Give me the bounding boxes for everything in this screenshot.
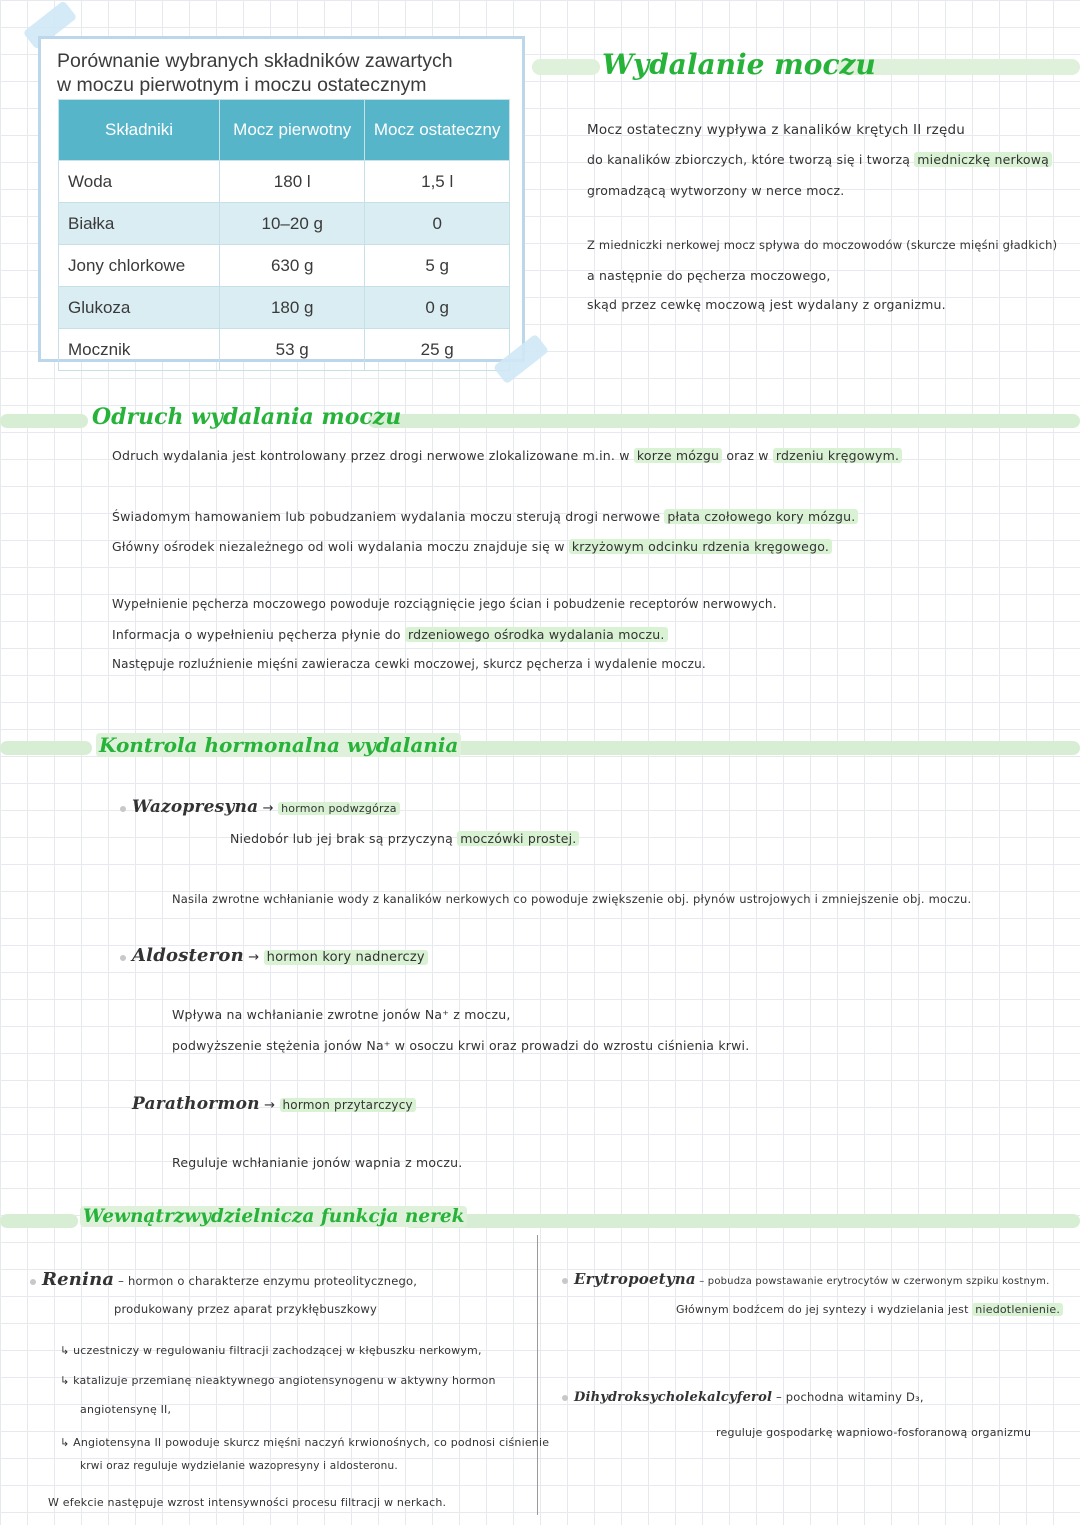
text-line: do kanalików zbiorczych, które tworzą się i tworzą miedniczkę nerkową	[587, 152, 1052, 167]
title-band	[0, 1214, 78, 1228]
cell-value: 0 g	[365, 287, 510, 329]
text-line: podwyższenie stężenia jonów Na⁺ w osoczu krwi oraz prowadzi do wzrostu ciśnienia krwi.	[172, 1038, 750, 1053]
section-title-wydalanie: Wydalanie moczu	[602, 48, 876, 81]
cell-value: 10–20 g	[220, 203, 365, 245]
bullet-icon	[120, 806, 126, 812]
highlight: miedniczkę nerkową	[914, 152, 1052, 167]
text-line: Wpływa na wchłanianie zwrotne jonów Na⁺ z moczu,	[172, 1007, 511, 1022]
column-divider	[537, 1235, 538, 1515]
highlight: krzyżowym odcinku rdzenia kręgowego.	[569, 539, 832, 554]
arrow-icon: →	[248, 950, 260, 965]
hormone-tag: hormon podwzgórza	[278, 802, 400, 815]
title-band	[404, 1214, 1080, 1228]
title-band	[396, 741, 1080, 755]
highlight: moczówki prostej.	[457, 831, 579, 846]
cell-value: 1,5 l	[365, 161, 510, 203]
hormone-wazopresyna	[120, 797, 400, 817]
table-row	[59, 287, 510, 329]
cell-value: 630 g	[220, 245, 365, 287]
text-line: reguluje gospodarkę wapniowo-fosforanową organizmu	[716, 1426, 1032, 1439]
text-line: produkowany przez aparat przykłębuszkowy	[114, 1302, 378, 1316]
text-line: gromadzącą wytworzony w nerce mocz.	[587, 183, 845, 198]
bullet-icon	[120, 955, 126, 961]
arrow-icon: →	[262, 801, 274, 816]
cell-value: 0	[365, 203, 510, 245]
header-skladniki: Składniki	[59, 100, 220, 161]
bullet-icon	[562, 1395, 568, 1401]
title-band	[532, 59, 600, 75]
text-line: a następnie do pęcherza moczowego,	[587, 268, 831, 283]
renina-line: Renina – hormon o charakterze enzymu proteolitycznego,	[30, 1269, 417, 1290]
cell-name: Jony chlorkowe	[59, 245, 220, 287]
cell-name: Glukoza	[59, 287, 220, 329]
cell-name: Białka	[59, 203, 220, 245]
text-line: ↳ uczestniczy w regulowaniu filtracji zachodzącej w kłębuszku nerkowym,	[60, 1344, 482, 1357]
text-line: Główny ośrodek niezależnego od woli wydalania moczu znajduje się w krzyżowym odcinku rdzenia kręgowego.	[112, 539, 832, 554]
text-line: Odruch wydalania jest kontrolowany przez drogi nerwowe zlokalizowane m.in. w korze mózgu oraz w rdzeniu kręgowym.	[112, 448, 902, 463]
cell-name: Woda	[59, 161, 220, 203]
highlight: rdzeniowego ośrodka wydalania moczu.	[405, 627, 668, 642]
hormone-name: Dihydroksycholekalcyferol	[574, 1390, 773, 1405]
header-mocz-ostateczny: Mocz ostateczny	[365, 100, 510, 161]
table-row	[59, 329, 510, 371]
text-line: Świadomym hamowaniem lub pobudzaniem wydalania moczu sterują drogi nerwowe płata czołowego kory mózgu.	[112, 509, 858, 524]
highlight: niedotlenienie.	[972, 1303, 1063, 1316]
text-line: W efekcie następuje wzrost intensywności procesu filtracji w nerkach.	[48, 1496, 447, 1509]
erytropoetyna-line: Erytropoetyna – pobudza powstawanie erytrocytów w czerwonym szpiku kostnym.	[562, 1270, 1050, 1288]
text-line: Nasila zwrotne wchłanianie wody z kanalików nerkowych co powoduje zwiększenie obj. płynów ustrojowych i zmniejszenie obj. moczu.	[172, 892, 972, 906]
table-row	[59, 203, 510, 245]
cell-value: 180 l	[220, 161, 365, 203]
section-title-kontrola: Kontrola hormonalna wydalania	[96, 733, 461, 757]
cell-value: 53 g	[220, 329, 365, 371]
comparison-table	[58, 99, 510, 371]
cell-value: 180 g	[220, 287, 365, 329]
text-line: Reguluje wchłanianie jonów wapnia z moczu.	[172, 1155, 463, 1170]
hormone-name: Renina	[42, 1269, 115, 1290]
text-line: ↳ Angiotensyna II powoduje skurcz mięśni naczyń krwionośnych, co podnosi ciśnienie	[60, 1436, 550, 1449]
title-band	[368, 414, 1080, 428]
highlight: płata czołowego kory mózgu.	[664, 509, 858, 524]
text-line: Głównym bodźcem do jej syntezy i wydzielania jest niedotlenienie.	[676, 1303, 1063, 1316]
cell-value: 25 g	[365, 329, 510, 371]
table-row	[59, 161, 510, 203]
text-line: skąd przez cewkę moczową jest wydalany z organizmu.	[587, 297, 946, 312]
cell-value: 5 g	[365, 245, 510, 287]
text-line: Mocz ostateczny wypływa z kanalików krętych II rzędu	[587, 122, 965, 138]
text-line: angiotensynę II,	[80, 1403, 172, 1416]
table-row	[59, 245, 510, 287]
hormone-name: Parathormon	[132, 1094, 260, 1114]
text-line: Niedobór lub jej brak są przyczyną moczówki prostej.	[230, 831, 579, 846]
bullet-icon	[30, 1279, 36, 1285]
text-line: krwi oraz reguluje wydzielanie wazopresyny i aldosteronu.	[80, 1460, 398, 1472]
cell-name: Mocznik	[59, 329, 220, 371]
hormone-parathormon	[132, 1094, 416, 1114]
text-line: Wypełnienie pęcherza moczowego powoduje rozciągnięcie jego ścian i pobudzenie receptorów nerwowych.	[112, 597, 777, 611]
bullet-icon	[562, 1278, 568, 1284]
hormone-tag: hormon przytarczycy	[280, 1098, 416, 1112]
dihydroksy-line: Dihydroksycholekalcyferol – pochodna witaminy D₃,	[562, 1390, 924, 1405]
hormone-name: Erytropoetyna	[574, 1270, 696, 1288]
hormone-tag: hormon kory nadnerczy	[264, 950, 428, 965]
section-title-dokrewna: Wewnątrzwydzielnicza funkcja nerek	[80, 1206, 467, 1227]
text-line: Informacja o wypełnieniu pęcherza płynie do rdzeniowego ośrodka wydalania moczu.	[112, 627, 668, 642]
header-mocz-pierwotny: Mocz pierwotny	[220, 100, 365, 161]
hormone-name: Aldosteron	[132, 945, 244, 966]
highlight: korze mózgu	[634, 448, 722, 463]
text-line: Z miedniczki nerkowej mocz spływa do moczowodów (skurcze mięśni gładkich)	[587, 238, 1058, 252]
table-header-row	[59, 100, 510, 161]
title-band	[0, 741, 92, 755]
highlight: rdzeniu kręgowym.	[773, 448, 902, 463]
comparison-table-card	[38, 36, 525, 362]
section-title-odruch: Odruch wydalania moczu	[92, 404, 402, 430]
title-band	[0, 414, 88, 428]
hormone-aldosteron	[120, 945, 428, 966]
table-title: Porównanie wybranych składników zawartych w moczu pierwotnym i moczu ostatecznym	[57, 50, 453, 96]
arrow-icon: →	[264, 1098, 276, 1113]
text-line: Następuje rozluźnienie mięśni zawieracza cewki moczowej, skurcz pęcherza i wydalenie moczu.	[112, 657, 706, 671]
text-line: ↳ katalizuje przemianę nieaktywnego angiotensynogenu w aktywny hormon	[60, 1374, 496, 1387]
hormone-name: Wazopresyna	[132, 797, 259, 817]
